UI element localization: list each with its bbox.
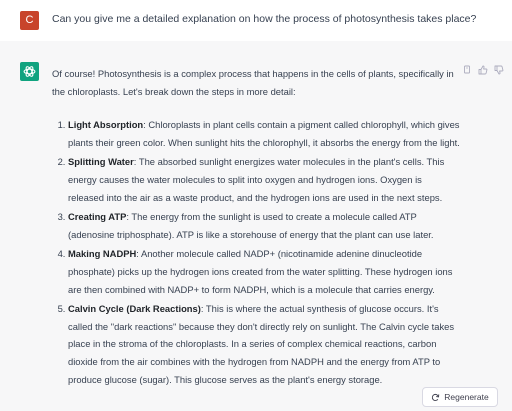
user-message-row: [0, 0, 512, 42]
list-item: 2. Splitting Water: The absorbed sunlight energizes water molecules in the plant's cells. This energy causes the water molecules to split into oxygen and hydrogen ions. Oxygen is released into the air as a waste product, and the hydrogen ions are used in the next steps.: [68, 153, 460, 206]
thumbs-down-icon[interactable]: [494, 65, 504, 75]
assistant-message-row: [0, 41, 512, 411]
regenerate-button[interactable]: [422, 387, 498, 407]
user-avatar: C: [20, 11, 39, 30]
list-item: 3. Creating ATP: The energy from the sunlight is used to create a molecule called ATP (adenosine triphosphate). ATP is like a storehouse of energy that the plant can use later.: [68, 208, 460, 243]
refresh-icon: [431, 393, 440, 402]
step-text: This is where the actual synthesis of glucose occurs. It's called the "dark reactions" because they don't directly rely on sunlight. The Calvin cycle takes place in the stroma of the chloroplasts. In a series of complex chemical reactions, carbon dioxide from the air combines with the hydrogen from NADPH and the energy from ATP to produce glucose (sugar). This glucose serves as the plant's energy storage.: [68, 303, 455, 385]
step-title: Creating ATP: [68, 211, 127, 223]
thumbs-up-icon[interactable]: [478, 65, 488, 75]
step-text: The energy from the sunlight is used to create a molecule called ATP (adenosine triphosphate). ATP is like a storehouse of energy that the plant can use later.: [68, 211, 434, 240]
step-title: Splitting Water: [68, 156, 134, 168]
feedback-icons: [462, 65, 504, 75]
regenerate-label: Regenerate: [444, 392, 489, 402]
step-title: Calvin Cycle (Dark Reactions): [68, 303, 201, 315]
step-text: Chloroplasts in plant cells contain a pigment called chlorophyll, which gives plants their green color. When sunlight hits the chlorophyll, it absorbs the energy from the light.: [68, 119, 460, 148]
steps-list: [52, 116, 460, 388]
assistant-intro: Of course! Photosynthesis is a complex process that happens in the cells of plants, specifically in the chloroplasts. Let's break down the steps in more detail:: [52, 68, 454, 97]
list-item: 1. Light Absorption: Chloroplasts in plant cells contain a pigment called chlorophyll, which gives plants their green color. When sunlight hits the chlorophyll, it absorbs the energy from the light.: [68, 116, 460, 151]
list-item: 4. Making NADPH: Another molecule called NADP+ (nicotinamide adenine dinucleotide phosphate) picks up the hydrogen ions created from the water splitting. These hydrogen ions are then combined with NADP+ to form NADPH, which is a molecule that carries energy.: [68, 245, 460, 298]
assistant-avatar: [20, 62, 39, 81]
assistant-message-content: [52, 65, 460, 390]
openai-logo-icon: [20, 62, 39, 81]
user-message-text: Can you give me a detailed explanation on how the process of photosynthesis takes place?: [52, 13, 477, 25]
copy-icon[interactable]: [462, 65, 472, 75]
step-text: Another molecule called NADP+ (nicotinamide adenine dinucleotide phosphate) picks up the hydrogen ions created from the water splitting. These hydrogen ions are then combined with NADP+ to form NADPH, which is a molecule that carries energy.: [68, 248, 453, 295]
step-title: Making NADPH: [68, 248, 137, 260]
step-title: Light Absorption: [68, 119, 144, 131]
list-item: 5. Calvin Cycle (Dark Reactions): This is where the actual synthesis of glucose occurs. It's called the "dark reactions" because they don't directly rely on sunlight. The Calvin cycle takes place in the stroma of the chloroplasts. In a series of complex chemical reactions, carbon dioxide from the air combines with the hydrogen from NADPH and the energy from ATP to produce glucose (sugar). This glucose serves as the plant's energy storage.: [68, 300, 460, 388]
step-text: The absorbed sunlight energizes water molecules in the plant's cells. This energy causes the water molecules to split into oxygen and hydrogen ions. Oxygen is released into the air as a waste product, and the hydrogen ions are used in the next steps.: [68, 156, 445, 203]
